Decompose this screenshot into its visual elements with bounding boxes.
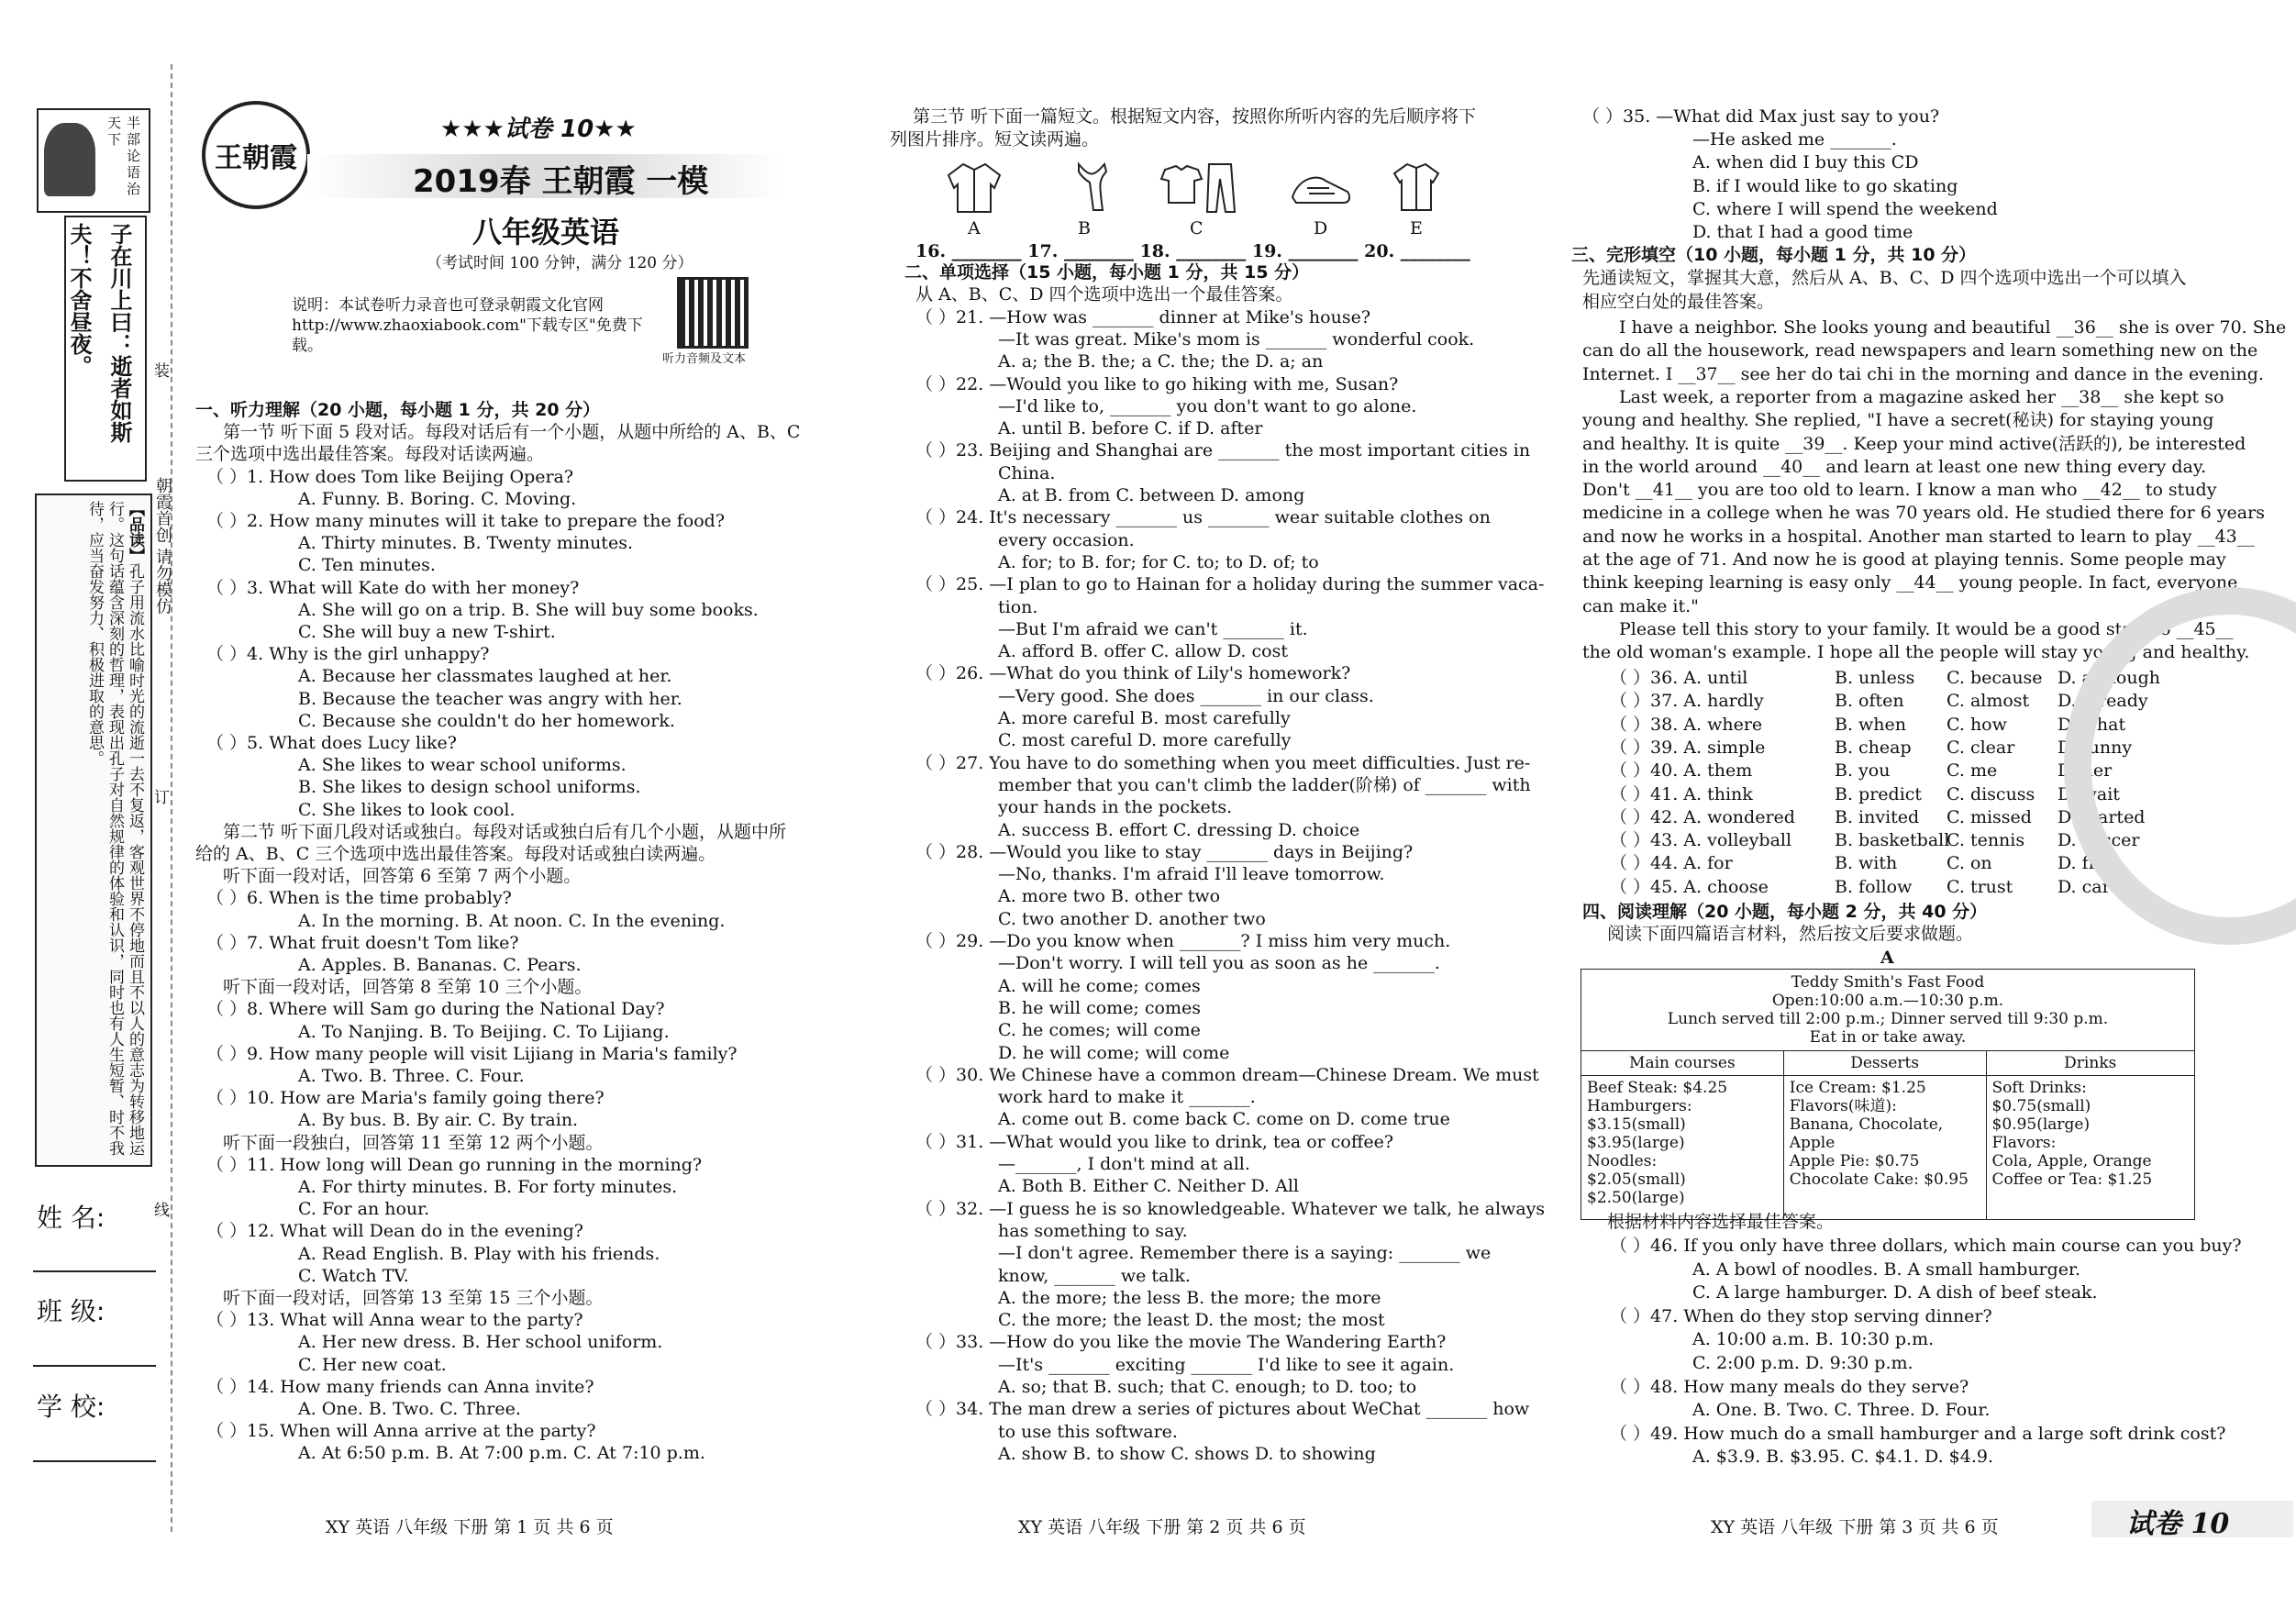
col3a-line[interactable]: （ ）35. —What did Max just say to you? [1582,106,1940,127]
cloze-option[interactable]: B. often [1835,691,1904,712]
col1-line: 听下面一段独白，回答第 11 至第 12 两个小题。 [223,1132,604,1153]
col2-line: —_______, I don't mind at all. [998,1154,1250,1174]
cloze-line: in the world around __40__ and learn at least one new thing every day. [1582,456,2207,477]
col3b-line[interactable]: （ ）46. If you only have three dollars, which main course can you buy? [1610,1236,2242,1256]
cloze-option[interactable]: C. tennis [1947,830,2025,851]
col1-line[interactable]: （ ）15. When will Anna arrive at the party? [206,1421,596,1442]
col2-line: —I don't agree. Remember there is a saying: _______ we [998,1243,1492,1264]
drinks-cell [1986,1076,2194,1220]
col2-line[interactable]: （ ）21. —How was _______ dinner at Mike's house? [915,306,1371,327]
col2-line: D. he will come; will come [998,1042,1230,1063]
menu-item: Chocolate Cake: $0.95 [1789,1170,1969,1189]
cloze-option[interactable]: B. cheap [1835,737,1912,758]
col1-line: 给的 A、B、C 三个选项中选出最佳答案。每段对话或独白读两遍。 [195,844,716,864]
publisher-logo: 王朝霞 [202,101,310,209]
col2-line: 从 A、B、C、D 四个选项中选出一个最佳答案。 [915,284,1293,305]
menu-item: Soft Drinks: [1991,1079,2087,1097]
col2-line[interactable]: （ ）31. —What would you like to drink, tea or coffee? [915,1131,1394,1152]
pic-label-b: B [1078,218,1091,238]
cloze-line: and healthy. It is quite __39__. Keep your mind active(活跃的), be interested [1582,433,2246,454]
col2-line[interactable]: （ ）23. Beijing and Shanghai are _______ the most important cities in [915,440,1531,461]
exam-title: 2019春 王朝霞 一模 [413,163,709,200]
cloze-option[interactable]: D. care [2058,876,2121,897]
pindu-title: 【品读】 [126,501,144,563]
col1-line: A. Because her classmates laughed at her. [298,666,672,687]
col2-line: tion. [998,596,1038,617]
col2-line: A. show B. to show C. shows D. to showing [998,1443,1376,1464]
col1-line: A. Funny. B. Boring. C. Moving. [298,488,577,509]
reading-intro: 阅读下面四篇语言材料，然后按文后要求做题。 [1607,924,1974,944]
col2-line[interactable]: （ ）34. The man drew a series of pictures about WeChat _______ how [915,1399,1530,1420]
cloze-option[interactable]: B. basketball [1835,830,1950,851]
col1-line: A. One. B. Two. C. Three. [298,1399,521,1419]
cloze-line: Last week, a reporter from a magazine asked her __38__ she kept so [1619,386,2224,407]
col1-line: 三个选项中选出最佳答案。每段对话读两遍。 [195,444,545,465]
cloze-option[interactable]: C. because [1947,668,2043,688]
col1-line: B. She likes to design school uniforms. [298,777,641,798]
cloze-option[interactable]: （ ）38. A. where [1610,714,1763,735]
col2-line: A. so; that B. such; that C. enough; to D. too; to [998,1377,1417,1397]
subject-title: 八年级英语 [472,215,620,250]
col1-line: C. She will buy a new T-shirt. [298,622,556,642]
col2-line: C. he comes; will come [998,1020,1201,1041]
shirt-icon [1387,161,1446,214]
col1-line[interactable]: （ ）12. What will Dean do in the evening? [206,1221,583,1242]
school-label: 学 校: [37,1392,105,1422]
col2-line: A. will he come; comes [998,975,1201,996]
cloze-line: the old woman's example. I hope all the people will stay young and healthy. [1582,642,2250,663]
pic-label-a: A [968,218,981,238]
col1-line: C. Her new coat. [298,1354,447,1375]
cloze-option[interactable]: C. almost [1947,691,2030,712]
col1-line: A. She likes to wear school uniforms. [298,755,627,776]
col3b-line[interactable]: （ ）48. How many meals do they serve? [1610,1376,1969,1397]
cloze-option[interactable]: D. funny [2058,737,2133,758]
pindu-box [35,494,152,1167]
col1-line[interactable]: （ ）7. What fruit doesn't Tom like? [206,932,519,953]
col1-line[interactable]: （ ）5. What does Lucy like? [206,733,457,753]
desserts-cell [1783,1076,1986,1220]
menu-item: Beef Steak: $4.25 [1587,1079,1728,1097]
cloze-line: and now he works in a hospital. Another man started to learn to play __43__ [1582,526,2255,547]
main-courses-cell [1581,1076,1784,1220]
col1-line: B. Because the teacher was angry with her. [298,688,682,709]
col2-line: C. the more; the least D. the most; the most [998,1310,1385,1331]
col2-line: —It's _______ exciting _______ I'd like to see it again. [998,1354,1455,1375]
cloze-option[interactable]: B. invited [1835,806,1920,827]
side-note: 朝霞首创 请勿模仿 [153,477,172,615]
col2-line[interactable]: （ ）26. —What do you think of Lily's homework? [915,663,1351,684]
cloze-option[interactable]: C. on [1947,853,1992,874]
col2-line[interactable]: （ ）25. —I plan to go to Hainan for a holiday during the summer vaca- [915,574,1545,595]
col1-line: 一、听力理解（20 小题，每小题 1 分，共 20 分） [195,400,601,420]
col3a-line: B. if I would like to go skating [1692,175,1958,196]
cloze-line: Internet. I __37__ see her do tai chi in the morning and dance in the evening. [1582,363,2264,384]
cloze-option[interactable]: （ ）41. A. think [1610,783,1753,804]
cloze-line: I have a neighbor. She looks young and beautiful __36__ she is over 70. She [1619,317,2287,338]
menu-item: $0.75(small) [1991,1097,2091,1115]
col2-line: —It was great. Mike's mom is _______ wonderful cook. [998,328,1475,349]
cloze-option[interactable]: D. started [2058,806,2146,827]
side-mark-1: 装 [154,362,170,381]
footer-page-3: XY 英语 八年级 下册 第 3 页 共 6 页 [1711,1517,1999,1537]
class-field[interactable] [33,1365,156,1367]
cloze-option[interactable]: B. unless [1835,668,1915,688]
menu-item: Hamburgers: [1587,1097,1692,1115]
col3b-line: C. A large hamburger. D. A dish of beef steak. [1692,1282,2098,1303]
col2-line: 二、单项选择（15 小题，每小题 1 分，共 15 分） [904,262,1310,283]
menu-item: Coffee or Tea: $1.25 [1991,1170,2153,1189]
menu-item: Cola, Apple, Orange [1991,1152,2152,1170]
cloze-option[interactable]: （ ）39. A. simple [1610,737,1766,758]
name-field[interactable] [33,1270,156,1272]
col1-line[interactable]: （ ）9. How many people will visit Lijiang in Maria's family? [206,1043,738,1064]
pic-label-c: C [1190,218,1203,238]
menu-item: $3.15(small) [1587,1115,1686,1134]
col-drinks-header: Drinks [1986,1051,2194,1076]
col1-line: C. Because she couldn't do her homework. [298,710,675,731]
col3b-line[interactable]: （ ）47. When do they stop serving dinner? [1610,1305,1992,1326]
confucius-figure-icon [44,123,95,196]
col1-line[interactable]: （ ）2. How many minutes will it take to prepare the food? [206,511,726,531]
menu-item: Apple Pie: $0.75 [1789,1152,1920,1170]
cloze-option[interactable]: B. follow [1835,876,1913,897]
side-mark-2: 订 [154,789,170,807]
col1-line[interactable]: （ ）10. How are Maria's family going there? [206,1088,605,1109]
col2-line: A. until B. before C. if D. after [998,418,1263,439]
cloze-option[interactable]: C. how [1947,714,2007,735]
menu-item: Flavors: [1991,1134,2057,1152]
col2-line: A. come out B. come back C. come on D. come true [998,1109,1450,1130]
col3b-line: C. 2:00 p.m. D. 9:30 p.m. [1692,1353,1913,1373]
col3a-line: 先通读短文，掌握其大意，然后从 A、B、C、D 四个选项中选出一个可以填入 [1582,268,2187,289]
col2-line: A. more careful B. most carefully [998,708,1291,728]
col1-line[interactable]: （ ）4. Why is the girl unhappy? [206,644,490,665]
col2-line: B. he will come; comes [998,997,1201,1018]
cloze-option[interactable]: （ ）45. A. choose [1610,876,1769,897]
part3-intro-2: 列图片排序。短文读两遍。 [890,129,1100,150]
part3-intro-1: 第三节 听下面一篇短文。根据短文内容，按照你所听内容的先后顺序将下 [913,106,1477,127]
col2-line: —I'd like to, _______ you don't want to go alone. [998,395,1417,416]
col2-line: C. two another D. another two [998,908,1266,929]
cloze-option[interactable]: （ ）44. A. for [1610,853,1733,874]
cloze-option[interactable]: D. soccer [2058,830,2140,851]
col1-line: A. In the morning. B. At noon. C. In the evening. [298,910,726,931]
col2-line: A. success B. effort C. dressing D. choice [998,819,1360,840]
col2-line: A. afford B. offer C. allow D. cost [998,641,1288,662]
col1-line[interactable]: （ ）1. How does Tom like Beijing Opera? [206,466,574,487]
col1-line: 第一节 听下面 5 段对话。每段对话后有一个小题，从题中所给的 A、B、C [223,422,801,443]
cloze-option[interactable]: D. although [2058,668,2160,688]
col1-line: A. She will go on a trip. B. She will buy some books. [298,599,759,620]
col2-line: to use this software. [998,1421,1178,1442]
menu-item: Banana, Chocolate, Apple [1789,1115,1944,1152]
col2-line: —But I'm afraid we can't _______ it. [998,618,1308,639]
motto-text: 半部论语治天下 [105,116,141,198]
binding-line [171,64,172,1532]
jacket-icon [945,161,1004,214]
time-note: （考试时间 100 分钟，满分 120 分） [427,254,693,272]
cloze-line: medicine in a college when he was 70 years old. He studied there for 6 years [1582,503,2265,524]
cloze-option[interactable]: （ ）37. A. hardly [1610,691,1764,712]
cloze-option[interactable]: （ ）42. A. wondered [1610,806,1795,827]
menu-meal-hours: Lunch served till 2:00 p.m.; Dinner served till 9:30 p.m. [1667,1010,2109,1028]
col2-line: A. more two B. other two [998,886,1221,907]
cloze-option[interactable]: D. from [2058,853,2124,874]
col1-line: A. Thirty minutes. B. Twenty minutes. [298,533,633,554]
cloze-option[interactable]: C. clear [1947,737,2015,758]
col1-line[interactable]: （ ）8. Where will Sam go during the National Day? [206,999,665,1020]
col2-line: A. Both B. Either C. Neither D. All [998,1176,1299,1197]
cloze-option[interactable]: （ ）40. A. them [1610,760,1753,782]
col1-line: A. Apples. B. Bananas. C. Pears. [298,955,582,975]
exam-number: ★★★试卷 10★★ [440,116,637,143]
cloze-option[interactable]: D. wait [2058,783,2120,804]
col2-line: —No, thanks. I'm afraid I'll leave tomorrow. [998,864,1385,885]
motto-box [37,108,150,213]
col-main-header: Main courses [1581,1051,1784,1076]
col1-line: A. By bus. B. By air. C. By train. [298,1110,579,1131]
col1-line[interactable]: （ ）11. How long will Dean go running in the morning? [206,1154,703,1175]
cloze-line: young and healthy. She replied, "I have a secret(秘诀) for staying young [1582,410,2214,431]
col2-line[interactable]: （ ）30. We Chinese have a common dream—Chinese Dream. We must [915,1064,1539,1085]
menu-item: $2.05(small) [1587,1170,1686,1189]
col2-line: A. for; to B. for; for C. to; to D. of; to [998,551,1319,572]
col2-line: China. [998,462,1056,483]
cloze-option[interactable]: B. predict [1835,783,1923,804]
cloze-option[interactable]: D. what [2058,714,2126,735]
desc-note: 说明：本试卷听力录音也可登录朝霞文化官网 http://www.zhaoxiabook.com"下载专区"免费下载。 [292,296,643,355]
cloze-option[interactable]: C. trust [1947,876,2013,897]
col1-line: A. To Nanjing. B. To Beijing. C. To Lijiang. [298,1021,670,1042]
col2-line: —Very good. She does _______ in our class. [998,685,1374,706]
col1-line[interactable]: （ ）13. What will Anna wear to the party? [206,1310,583,1331]
col3b-line[interactable]: （ ）49. How much do a small hamburger and a large soft drink cost? [1610,1423,2226,1444]
col1-line: C. Ten minutes. [298,555,436,576]
reading-title: 四、阅读理解（20 小题，每小题 2 分，共 40 分） [1582,902,1988,922]
menu-item: $2.50(large) [1587,1189,1685,1207]
col1-line: 第二节 听下面几段对话或独白。每段对话或独白后有几个小题，从题中所 [223,821,787,842]
pic-label-e: E [1410,218,1423,238]
col3a-line: A. when did I buy this CD [1692,152,1919,173]
quote-text: 子在川上曰：逝者如斯夫！不舍昼夜。 [64,216,147,482]
cloze-line: can make it." [1582,595,1699,616]
sneakers-icon [1289,161,1353,214]
cloze-option[interactable]: （ ）43. A. volleyball [1610,830,1792,851]
pindu-text: 孔子用流水比喻时光的流逝一去不复返，客观世界不停地而且不以人的意志为转移地运行。这句话蕴含深刻的哲理，表现出孔子对自然规律的体验和认识，同时也有人生短暂、时不我待，应当奋发努力、积极进取的意思。 [85,501,144,1156]
passage-a-label: A [1880,948,1894,968]
cloze-option[interactable]: C. missed [1947,806,2032,827]
col2-line: A. at B. from C. between D. among [998,485,1305,505]
col3b-line: A. One. B. Two. C. Three. D. Four. [1692,1400,1991,1421]
col3a-line: C. where I will spend the weekend [1692,198,1998,219]
scarf-icon [1062,161,1121,214]
menu-name: Teddy Smith's Fast Food [1791,973,1985,992]
col1-line: A. For thirty minutes. B. For forty minutes. [298,1177,678,1197]
col2-line: work hard to make it _______. [998,1087,1256,1108]
pindu-content [84,501,145,1157]
tshirt-and-pants-icon [1158,161,1240,214]
col-desserts-header: Desserts [1783,1051,1986,1076]
left-strip [0,0,172,1597]
cloze-option[interactable]: （ ）36. A. until [1610,668,1748,688]
col2-line: has something to say. [998,1220,1188,1241]
col1-line: A. Two. B. Three. C. Four. [298,1066,525,1086]
col2-line: —Don't worry. I will tell you as soon as he _______. [998,953,1440,974]
picture-order-line[interactable]: 16. ________ 17. ________ 18. ________ 19. ________ 20. ________ [915,241,1470,261]
col1-line: A. Her new dress. B. Her school uniform. [298,1332,663,1353]
col2-line: A. a; the B. the; a C. the; the D. a; an [998,351,1324,372]
cloze-option[interactable]: D. already [2058,691,2148,712]
menu-header [1581,970,2195,1051]
col1-line[interactable]: （ ）3. What will Kate do with her money? [206,577,580,598]
menu-item: $0.95(large) [1991,1115,2091,1134]
col2-line: member that you can't climb the ladder(阶梯) of _______ with [998,774,1531,795]
corner-exam-number: 试卷 10 [2126,1508,2230,1540]
col1-line: 听下面一段对话，回答第 6 至第 7 两个小题。 [223,866,582,887]
col3a-line: 相应空白处的最佳答案。 [1582,291,1775,312]
footer-page-2: XY 英语 八年级 下册 第 2 页 共 6 页 [1018,1517,1306,1537]
cloze-option[interactable]: D. her [2058,760,2113,782]
col2-line[interactable]: （ ）22. —Would you like to go hiking with me, Susan? [915,373,1399,394]
reading-after: 根据材料内容选择最佳答案。 [1607,1212,1835,1232]
cloze-option[interactable]: C. discuss [1947,783,2035,804]
col2-line: your hands in the pockets. [998,797,1233,818]
cloze-option[interactable]: B. you [1835,760,1891,782]
col2-line[interactable]: （ ）32. —I guess he is so knowledgeable. Whatever we talk, he always [915,1198,1546,1219]
col1-line: 听下面一段对话，回答第 13 至第 15 三个小题。 [223,1288,604,1308]
pic-label-d: D [1314,218,1328,238]
col3b-line: A. A bowl of noodles. B. A small hamburger. [1692,1259,2081,1280]
col1-line: A. At 6:50 p.m. B. At 7:00 p.m. C. At 7:10 p.m. [298,1443,705,1464]
menu-table [1581,969,2195,1220]
cloze-line: can do all the housework, read newspapers and learn something new on the [1582,340,2258,361]
menu-item: $3.95(large) [1587,1134,1685,1152]
qr-label: 听力音频及文本 [662,352,747,366]
col3a-line: —He asked me _______. [1692,129,1897,150]
col1-line: 听下面一段对话，回答第 8 至第 10 三个小题。 [223,977,593,998]
col1-line[interactable]: （ ）6. When is the time probably? [206,888,512,909]
cloze-option[interactable]: B. when [1835,714,1907,735]
menu-item: Ice Cream: $1.25 [1789,1079,1926,1097]
menu-item: Noodles: [1587,1152,1658,1170]
cloze-line: Please tell this story to your family. It would be a good start to __45__ [1619,618,2234,639]
col3a-line: D. that I had a good time [1692,222,1913,242]
col2-line: C. most careful D. more carefully [998,730,1292,751]
col3a-line: 三、完形填空（10 小题，每小题 1 分，共 10 分） [1571,245,1977,266]
cloze-line: at the age of 71. And now he is good at playing tennis. Some people may [1582,549,2226,570]
cloze-line: Don't __41__ you are too old to learn. I know a man who __42__ to study [1582,480,2217,501]
cloze-option[interactable]: C. me [1947,760,1998,782]
footer-page-1: XY 英语 八年级 下册 第 1 页 共 6 页 [326,1517,614,1537]
class-label: 班 级: [37,1296,105,1326]
col2-line[interactable]: （ ）33. —How do you like the movie The Wandering Earth? [915,1332,1447,1353]
qr-code-icon[interactable] [677,277,749,349]
col2-line: A. the more; the less B. the more; the more [998,1287,1381,1308]
side-mark-3: 线 [154,1202,170,1220]
col1-line: C. She likes to look cool. [298,799,516,820]
menu-eat-in: Eat in or take away. [1809,1028,1967,1047]
menu-item: Flavors(味道): [1789,1097,1897,1115]
col2-line[interactable]: （ ）27. You have to do something when you meet difficulties. Just re- [915,752,1531,773]
col1-line: A. Read English. B. Play with his friends. [298,1243,660,1264]
school-field[interactable] [33,1460,156,1462]
col2-line: every occasion. [998,529,1135,550]
col3b-line: A. $3.9. B. $3.95. C. $4.1. D. $4.9. [1692,1447,1994,1468]
col3b-line: A. 10:00 a.m. B. 10:30 p.m. [1692,1329,1935,1350]
col2-line: know, _______ we talk. [998,1265,1191,1286]
col1-line: C. For an hour. [298,1199,430,1220]
col2-line[interactable]: （ ）28. —Would you like to stay _______ days in Beijing? [915,841,1414,862]
col2-line[interactable]: （ ）24. It's necessary _______ us _______ wear suitable clothes on [915,507,1491,528]
cloze-line: think keeping learning is easy only __44__ young people. In fact, everyone [1582,572,2238,593]
menu-open-hours: Open:10:00 a.m.—10:30 p.m. [1771,992,2004,1010]
col1-line: C. Watch TV. [298,1265,409,1286]
col1-line[interactable]: （ ）14. How many friends can Anna invite? [206,1376,594,1397]
name-label: 姓 名: [37,1203,105,1233]
cloze-option[interactable]: B. with [1835,853,1898,874]
col2-line[interactable]: （ ）29. —Do you know when _______? I miss him very much. [915,931,1451,951]
